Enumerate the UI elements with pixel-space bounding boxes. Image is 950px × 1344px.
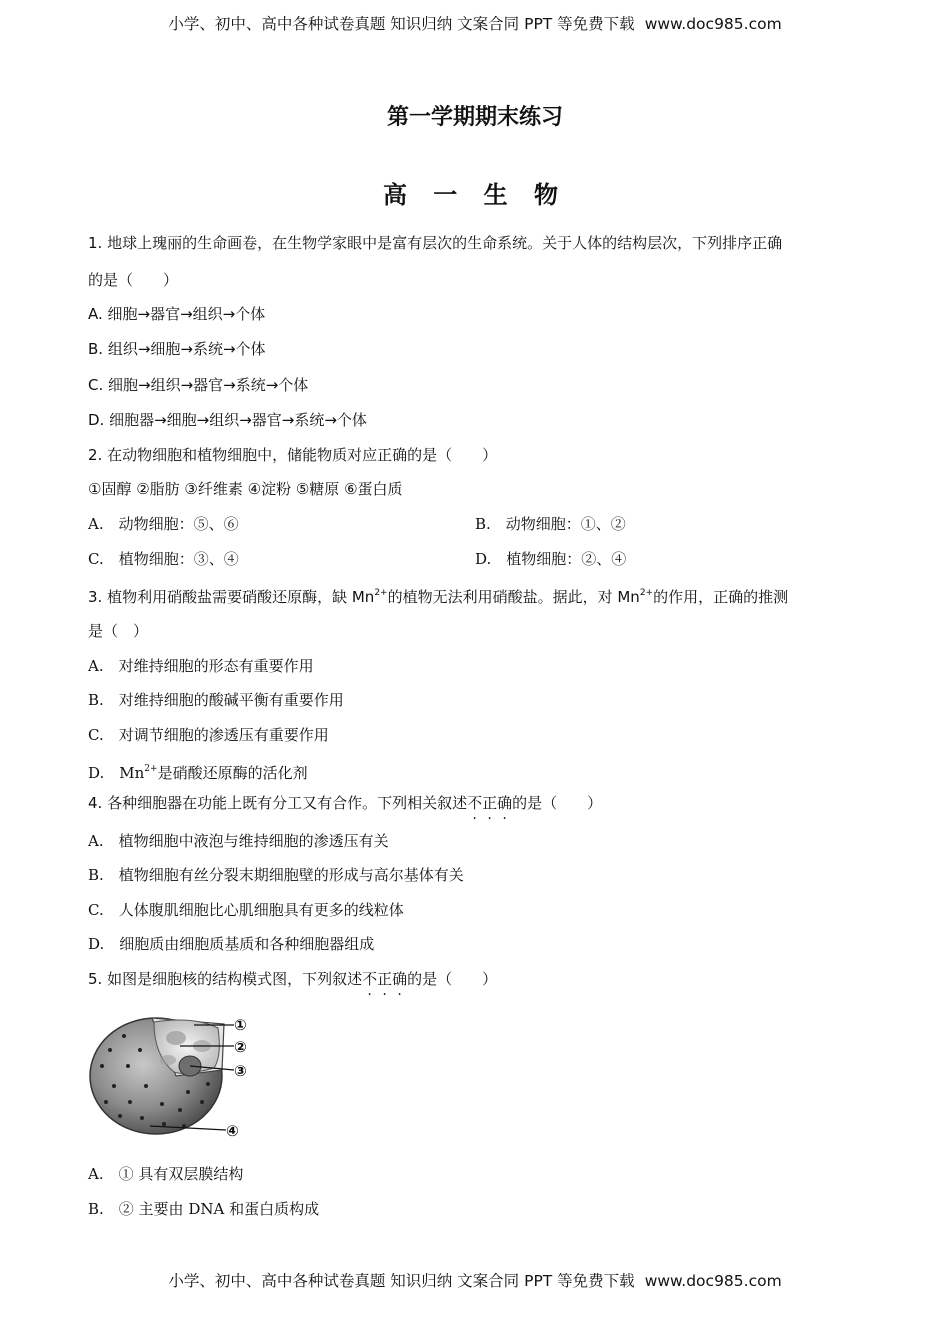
q5-emphasis-char-2: 正 [377,970,393,988]
q2-stem: 2. 在动物细胞和植物细胞中，储能物质对应正确的是（ ） [88,446,498,464]
q1-option-c: C. 细胞→组织→器官→系统→个体 [88,376,309,394]
q3-option-b: B. 对维持细胞的酸碱平衡有重要作用 [88,691,344,709]
q5-option-b: B. ② 主要由 DNA 和蛋白质构成 [88,1200,320,1218]
label-4: ④ [226,1122,239,1140]
footer-site-link[interactable]: www.doc985.com [644,1272,782,1290]
label-1: ① [234,1016,247,1034]
q5-stem-part-b: 的是（ ） [407,970,498,988]
q1-option-b: B. 组织→细胞→系统→个体 [88,340,266,358]
chromatin-blob [160,1055,176,1065]
q4-emphasis-char-3: 确 [497,794,513,812]
q4-option-a: A. 植物细胞中液泡与维持细胞的渗透压有关 [88,832,389,850]
q5-stem-part-a: 5. 如图是细胞核的结构模式图，下列叙述 [88,970,363,988]
q2-option-b: B. 动物细胞：①、② [475,515,626,533]
page-subtitle: 高 一 生 物 [382,181,568,209]
q3-option-d-superscript: 2+ [144,764,158,774]
header-text: 小学、初中、高中各种试卷真题 知识归纳 文案合同 PPT 等免费下载 [168,15,635,33]
nucleus-structure-diagram [84,1006,264,1146]
q3-option-c: C. 对调节细胞的渗透压有重要作用 [88,726,329,744]
q4-stem [88,793,602,813]
q3-option-a: A. 对维持细胞的形态有重要作用 [88,657,314,675]
page-title: 第一学期期末练习 [386,105,563,130]
q3-stem-part-b: 的植物无法利用硝酸盐。据此，对 Mn [387,588,640,606]
q4-stem-part-b: 的是（ ） [512,794,603,812]
q2-option-a: A. 动物细胞：⑤、⑥ [88,515,239,533]
q1-stem-line1: 1. 地球上瑰丽的生命画卷，在生物学家眼中是富有层次的生命系统。关于人体的结构层次，下列排序正确 [88,234,783,252]
q3-stem-line2: 是（ ） [88,622,149,640]
q5-option-a: A. ① 具有双层膜结构 [88,1165,244,1183]
page-footer [0,1269,950,1291]
label-3: ③ [234,1062,247,1080]
q4-emphasis-char-1: 不 [467,794,483,812]
q3-option-d-part-b: 是硝酸还原酶的活化剂 [157,764,308,782]
q3-superscript-2: 2+ [639,588,654,598]
q5-emphasis-char-1: 不 [362,970,378,988]
q3-option-d-part-a: D. Mn [88,764,145,782]
q4-emphasis-char-2: 正 [482,794,498,812]
header-site-link[interactable]: www.doc985.com [644,15,782,33]
chromatin-blob [166,1031,186,1045]
q3-option-d [88,759,308,783]
q3-stem-part-a: 3. 植物利用硝酸盐需要硝酸还原酶，缺 Mn [88,588,375,606]
q2-option-c: C. 植物细胞：③、④ [88,550,239,568]
q4-option-b: B. 植物细胞有丝分裂末期细胞壁的形成与高尔基体有关 [88,866,464,884]
q3-stem-line1 [88,583,788,607]
q3-stem-part-c: 的作用，正确的推测 [653,588,789,606]
q1-stem-line2: 的是（ ） [88,271,179,289]
q2-option-d: D. 植物细胞：②、④ [475,550,627,568]
q4-stem-part-a: 4. 各种细胞器在功能上既有分工又有合作。下列相关叙述 [88,794,468,812]
q5-emphasis-char-3: 确 [392,970,408,988]
q4-option-d: D. 细胞质由细胞质基质和各种细胞器组成 [88,935,375,953]
q4-option-c: C. 人体腹肌细胞比心肌细胞具有更多的线粒体 [88,901,404,919]
q5-stem [88,969,497,989]
footer-text: 小学、初中、高中各种试卷真题 知识归纳 文案合同 PPT 等免费下载 [168,1272,635,1290]
label-2: ② [234,1038,247,1056]
q2-items: ①固醇 ②脂肪 ③纤维素 ④淀粉 ⑤糖原 ⑥蛋白质 [88,480,403,498]
q1-option-a: A. 细胞→器官→组织→个体 [88,305,266,323]
q1-option-d: D. 细胞器→细胞→组织→器官→系统→个体 [88,411,367,429]
q3-superscript-1: 2+ [374,588,388,598]
page-header [0,12,950,34]
